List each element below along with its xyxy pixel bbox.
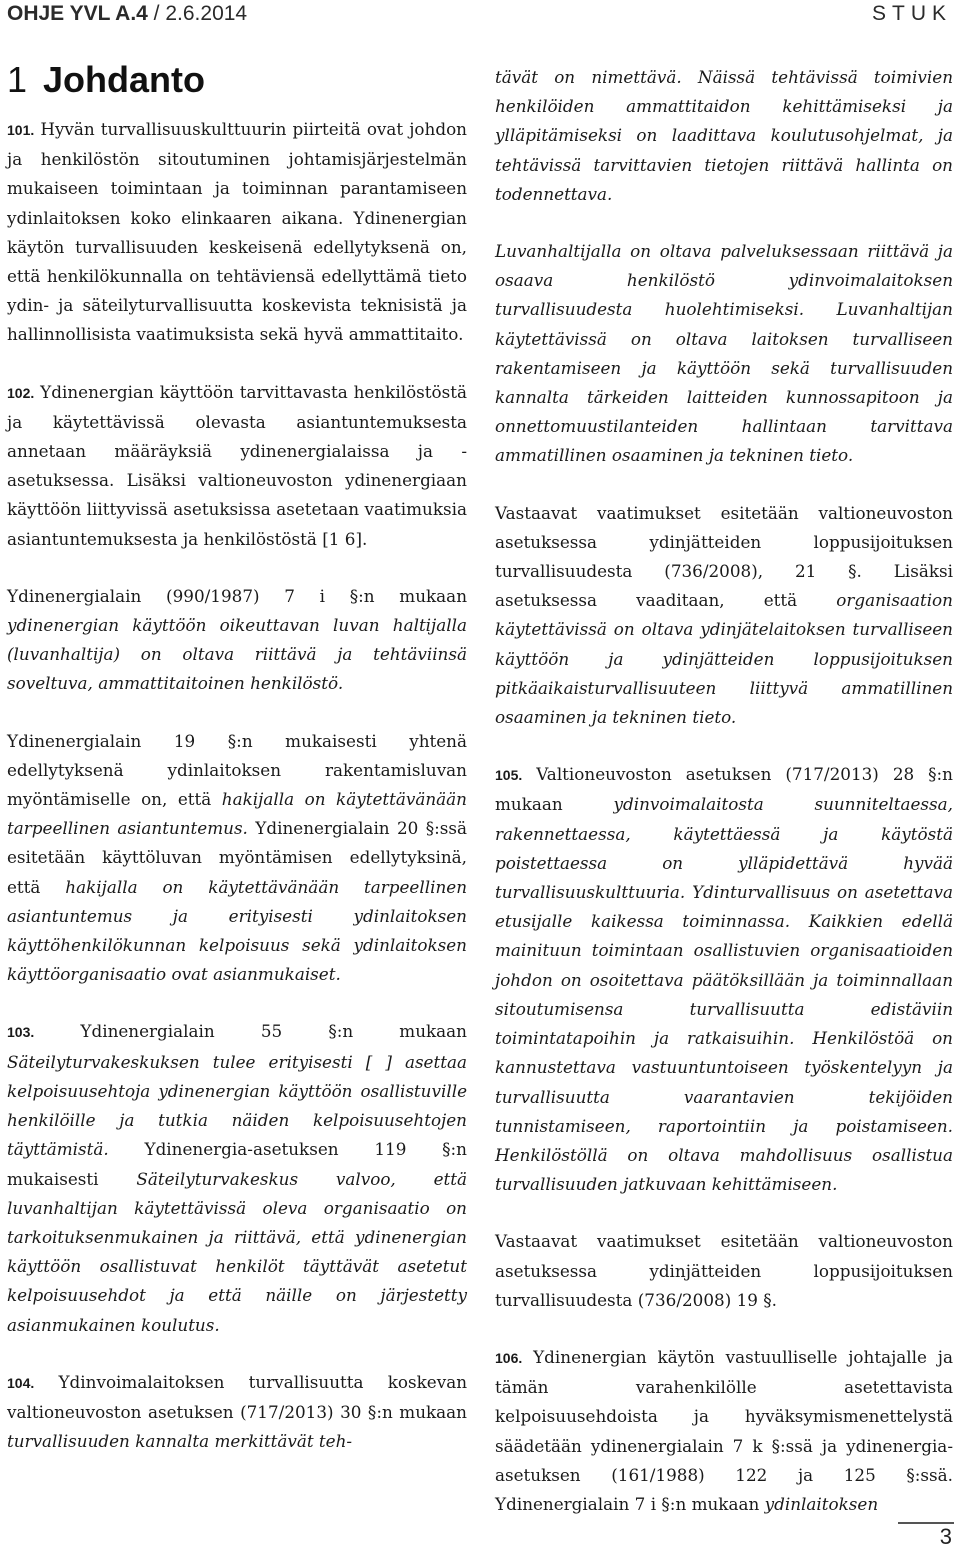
document-code: OHJE YVL A.4 / 2.6.2014: [7, 2, 248, 25]
left-column: [7, 0, 467, 1484]
heading-number: 1: [7, 59, 28, 100]
paragraph-number: 104.: [7, 1374, 35, 1391]
paragraph-corresponding-1: [495, 499, 953, 733]
paragraph-text: Ydinenergialain (990/1987) 7 i §:n mukaan: [7, 585, 467, 606]
paragraph-text: Ydinenergialain 19 §:n mukaisesti yhtenä edellytyksenä ydinlaitoksen rakentamisluvan myöntämiselle on, että: [7, 730, 467, 810]
paragraph-101: [7, 115, 467, 350]
paragraph-number: 105.: [495, 767, 523, 784]
paragraph-text: Valtioneuvoston asetuksen (717/2013) 28 §:n mukaan: [495, 764, 953, 815]
paragraph-text: Ydinenergialain 20 §:ssä esitetään käyttöluvan myöntämisen edellytyksinä, että: [7, 818, 467, 897]
paragraph-text: Ydinenergian käyttöön tarvittavasta henkilöstöstä ja käytettävissä olevasta asiantuntemuksesta annetaan määräyksiä ydinenergialaissa ja -asetuksessa. Lisäksi valtioneuvoston ydinenergiaan käyttöön liittyvissä asetuksissa asetetaan vaatimuksia asiantuntemuksesta ja henkilöstöstä [1 6].: [7, 381, 467, 549]
paragraph-text: Vastaavat vaatimukset esitetään valtioneuvoston asetuksessa ydinjätteiden loppusijoituksen turvallisuudesta (736/2008), 21 §. Lisäksi asetuksessa vaaditaan, että: [495, 502, 953, 611]
paragraph-106: [495, 1343, 953, 1519]
doc-code: OHJE YVL A.4: [7, 2, 148, 25]
paragraph-number: 103.: [7, 1024, 35, 1041]
paragraph-number: 106.: [495, 1349, 523, 1366]
paragraph-104: [7, 1368, 467, 1457]
paragraph-law-7i: [7, 582, 467, 699]
page-title: [7, 58, 467, 102]
quoted-text: ydinlaitoksen: [764, 1493, 879, 1514]
paragraph-law-19: [7, 727, 467, 990]
quoted-text: Säteilyturvakeskuksen tulee erityisesti [ ] asettaa kelpoisuusehtoja ydinenergian käyttöön osallistuville henkilöille ja tutkia näiden kelpoisuusehtojen täyttämistä.: [7, 1051, 467, 1160]
doc-date: 2.6.2014: [165, 2, 248, 25]
organization-name: STUK: [871, 2, 952, 25]
quoted-text: ydinenergian käyttöön oikeuttavan luvan haltijalla (luvanhaltija) on oltava riittävä ja tehtäviinsä soveltuva, ammattitaitoinen henkilöstö.: [7, 615, 467, 694]
paragraph-104-continued: tävät on nimettävä. Näissä tehtävissä toimivien henkilöiden ammattitaidon kehittämiseksi ja ylläpitämiseksi on laadittava koulutusohjelmat, ja tehtävissä tarvittavien tietojen riittävä hallinta on todennettava.: [495, 67, 953, 204]
paragraph-number: 101.: [7, 122, 35, 138]
quoted-text: hakijalla on käytettävänään tarpeellinen asiantuntemus ja erityisesti ydinlaitoksen käyttöhenkilökunnan kelpoisuus sekä ydinlaitoksen käyttöorganisaatio ovat asianmukaiset.: [7, 876, 467, 985]
paragraph-102: [7, 378, 467, 554]
paragraph-text: Ydinenergia-asetuksen 119 §:n mukaisesti: [7, 1139, 467, 1189]
paragraph-corresponding-2: Vastaavat vaatimukset esitetään valtioneuvoston asetuksessa ydinjätteiden loppusijoituksen turvallisuudesta (736/2008) 19 §.: [495, 1231, 953, 1310]
quoted-text: hakijalla on käytettävänään tarpeellinen asiantuntemus.: [7, 789, 467, 839]
paragraph-text: Ydinenergian käytön vastuulliselle johtajalle ja tämän varahenkilölle asetettavista kelpoisuusehdoista ja hyväksymismenettelystä säädetään ydinenergialain 7 k §:ssä ja ydinenergia-asetuksen (161/1988) 122 ja 125 §:ssä. Ydinenergialain 7 i §:n mukaan: [495, 1346, 953, 1514]
right-column: [495, 0, 953, 1547]
paragraph-103: [7, 1017, 467, 1339]
paragraph-text: Hyvän turvallisuuskulttuurin piirteitä ovat johdon ja henkilöstön sitoutuminen johtamisjärjestelmän mukaiseen toimintaan ja toiminnan parantamiseen ydinlaitoksen koko elinkaaren aikana. Ydinenergian käytön turvallisuuden keskeisenä edellytyksenä on, että henkilökunnalla on tehtäviensä edellyttämä tieto ydin- ja säteilyturvallisuutta koskevista teknisistä ja hallinnollisista vaatimuksista sekä hyvä ammattitaito.: [7, 119, 467, 345]
quoted-text: ydinvoimalaitosta suunniteltaessa, rakennettaessa, käytettäessä ja käytöstä poistettaessa on ylläpidettävä hyvää turvallisuuskulttuuria. Ydinturvallisuus on asetettava etusijalle kaikessa toiminnassa. Kaikkien edellä mainituun toimintaan osallistuvien organisaatioiden johdon on osoitettava päätöksillään ja toiminnallaan sitoutumisensa turvallisuutta edistäviin toimintatapoihin ja ratkaisuihin. Henkilöstöä on kannustettava vastuuntuntoiseen työskentelyyn ja turvallisuutta vaarantavien tekijöiden tunnistamiseen, raportointiin ja poistamiseen. Henkilöstöllä on oltava mahdollisuus osallistua turvallisuuden jatkuvaan kehittämiseen.: [495, 794, 953, 1195]
paragraph-105: [495, 760, 953, 1199]
paragraph-number: 102.: [7, 384, 35, 401]
quoted-text: turvallisuuden kannalta merkittävät teh-: [7, 1431, 353, 1452]
page-number: 3: [939, 1524, 952, 1549]
paragraph-requirements: Luvanhaltijalla on oltava palveluksessaan riittävä ja osaava henkilöstö ydinvoimalaitoksen turvallisuudesta huolehtimiseksi. Luvanhaltijan käytettävissä on oltava laitoksen turvalliseen rakentamiseen ja käyttöön sekä turvallisuuden kannalta tärkeiden laitteiden kunnossapitoon ja onnettomuustilanteiden hallintaan tarvittava ammatillinen osaaminen ja tekninen tieto.: [495, 241, 953, 466]
paragraph-text: Ydinenergialain 55 §:n mukaan: [80, 1021, 467, 1042]
quoted-text: organisaation käytettävissä on oltava ydinjätelaitoksen turvalliseen käyttöön ja ydinjätteiden loppusijoituksen pitkäaikaisturvallisuuteen liittyvä ammatillinen osaaminen ja tekninen tieto.: [495, 590, 953, 728]
paragraph-text: Ydinvoimalaitoksen turvallisuutta koskevan valtioneuvoston asetuksen (717/2013) 30 §:n mukaan: [7, 1371, 468, 1422]
quoted-text: Säteilyturvakeskus valvoo, että luvanhaltijan käytettävissä oleva organisaatio on tarkoituksenmukainen ja riittävä, että ydinenergian käyttöön osallistuvat henkilöt täyttävät asetetut kelpoisuusehdot ja että näille on järjestetty asianmukainen koulutus.: [7, 1168, 467, 1335]
heading-title: Johdanto: [43, 59, 206, 100]
